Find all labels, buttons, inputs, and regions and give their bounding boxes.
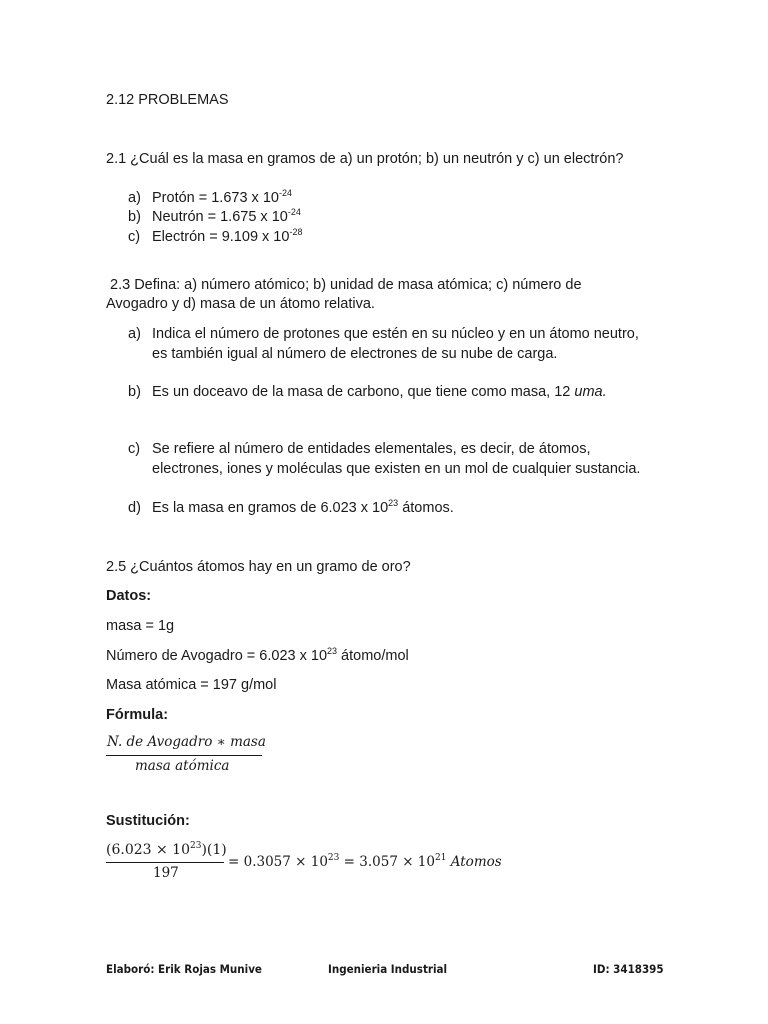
substitution-numerator	[106, 842, 227, 858]
section-heading: 2.12 PROBLEMAS	[106, 92, 229, 108]
definition-a-line2: es también igual al número de electrones de su nube de carga.	[152, 346, 558, 362]
answer-text: Electrón = 9.109 x 10	[152, 229, 290, 245]
numerator-text: (6.023 × 10	[106, 842, 190, 858]
question-2-3-line1: 2.3 Defina: a) número atómico; b) unidad de masa atómica; c) número de	[106, 277, 582, 293]
definition-d-suffix: átomos.	[398, 500, 454, 516]
definition-b	[152, 384, 607, 400]
avogadro-text: Número de Avogadro = 6.023 x 10	[106, 648, 328, 664]
datos-masa-atomica: Masa atómica = 197 g/mol	[106, 677, 277, 693]
formula-label: Fórmula:	[106, 707, 169, 723]
substitution-denominator: 197	[153, 865, 179, 881]
datos-avogadro	[106, 648, 409, 664]
fraction-bar	[106, 862, 224, 863]
exponent: 21	[435, 853, 447, 863]
answer-proton	[152, 190, 292, 206]
exponent: -24	[287, 207, 301, 217]
definition-b-text: Es un doceavo de la masa de carbono, que tiene como masa, 12	[152, 384, 575, 400]
list-marker: c)	[128, 441, 141, 457]
exponent: 23	[327, 853, 340, 863]
fraction-bar	[106, 755, 262, 756]
footer-author: Elaboró: Erik Rojas Munive	[106, 962, 262, 976]
result-unit: Atomos	[450, 854, 502, 870]
exponent: -24	[278, 188, 292, 198]
list-marker: d)	[128, 500, 141, 516]
exponent: -28	[289, 227, 303, 237]
formula-denominator: masa atómica	[135, 758, 230, 774]
footer-program: Ingenieria Industrial	[328, 962, 448, 976]
answer-neutron	[152, 209, 301, 225]
answer-text: Protón = 1.673 x 10	[152, 190, 279, 206]
question-2-3-line2: Avogadro y d) masa de un átomo relativa.	[106, 296, 375, 312]
footer-id: ID: 3418395	[593, 962, 664, 976]
formula-numerator: N. de Avogadro ∗ masa	[107, 734, 266, 750]
question-2-1: 2.1 ¿Cuál es la masa en gramos de a) un protón; b) un neutrón y c) un electrón?	[106, 151, 624, 167]
list-marker: a)	[128, 326, 141, 342]
definition-c-line1: Se refiere al número de entidades elementales, es decir, de átomos,	[152, 441, 591, 457]
datos-label: Datos:	[106, 588, 152, 604]
list-marker: b)	[128, 209, 141, 225]
numerator-suffix: )(1)	[201, 842, 227, 858]
answer-electron	[152, 229, 302, 245]
exponent: 23	[327, 646, 338, 656]
definition-b-unit: uma.	[574, 384, 607, 400]
result-part2: = 3.057 × 10	[339, 854, 435, 870]
list-marker: b)	[128, 384, 141, 400]
definition-d	[152, 500, 454, 516]
sustitucion-label: Sustitución:	[106, 813, 190, 829]
definition-c-line2: electrones, iones y moléculas que existen en un mol de cualquier sustancia.	[152, 461, 641, 477]
definition-d-text: Es la masa en gramos de 6.023 x 10	[152, 500, 389, 516]
question-2-5: 2.5 ¿Cuántos átomos hay en un gramo de oro?	[106, 559, 411, 575]
exponent: 23	[388, 498, 399, 508]
list-marker: a)	[128, 190, 141, 206]
substitution-result	[228, 854, 502, 870]
answer-text: Neutrón = 1.675 x 10	[152, 209, 288, 225]
datos-masa: masa = 1g	[106, 618, 175, 634]
exponent: 23	[190, 841, 202, 851]
avogadro-unit: átomo/mol	[337, 648, 409, 664]
result-part1: = 0.3057 × 10	[228, 854, 328, 870]
definition-a-line1: Indica el número de protones que estén en su núcleo y en un átomo neutro,	[152, 326, 639, 342]
list-marker: c)	[128, 229, 141, 245]
